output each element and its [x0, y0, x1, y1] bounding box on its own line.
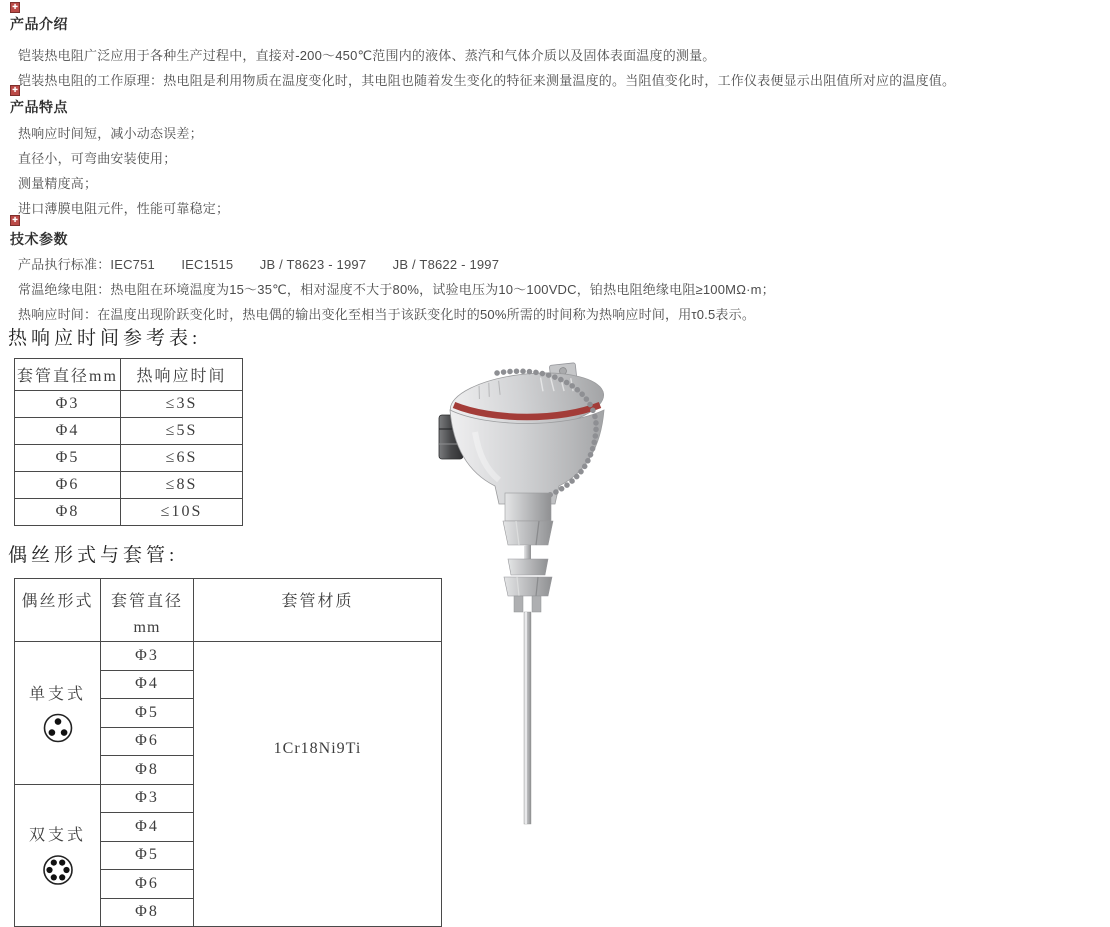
column-header-wire-form: 偶丝形式: [15, 579, 101, 642]
feature-item: 热响应时间短，减小动态误差；: [18, 126, 203, 141]
armored-rtd-probe-photo: [435, 368, 617, 838]
cell-diameter: Φ3: [101, 642, 194, 671]
collet-prong: [514, 596, 523, 612]
cell-diameter: Φ4: [101, 813, 194, 842]
feature-item: 直径小，可弯曲安装使用；: [18, 151, 177, 166]
compression-nut-lower: [504, 577, 552, 596]
thread-fitting: [503, 521, 553, 545]
column-header-diameter: 套管直径mm: [15, 359, 121, 391]
response-time-table: [14, 358, 243, 526]
intro-paragraph: 铠装热电阻广泛应用于各种生产过程中，直接对-200～450℃范围内的液体、蒸汽和气体介质以及固体表面温度的测量。: [18, 48, 716, 63]
diameter-unit-text: mm: [133, 619, 161, 636]
spec-line: 热响应时间：在温度出现阶跃变化时，热电偶的输出变化至相当于该跃变化时的50%所需的时间称为热响应时间，用τ0.5表示。: [18, 307, 756, 322]
cell-response-time: ≤3S: [121, 391, 243, 418]
neck: [505, 493, 551, 521]
table-row: [15, 445, 243, 472]
cell-diameter: Φ5: [101, 699, 194, 728]
wire-form-table: [14, 578, 442, 927]
cell-diameter: Φ8: [101, 898, 194, 927]
head-body: [450, 410, 604, 504]
wire-form-single-cell: [15, 642, 101, 785]
cell-response-time: ≤6S: [121, 445, 243, 472]
compression-nut-upper: [508, 559, 548, 575]
single-element-cross-section-icon: [41, 711, 75, 745]
cell-diameter: Φ6: [15, 472, 121, 499]
diameter-header-text: 套管直径: [110, 593, 183, 610]
cell-diameter: Φ4: [15, 418, 121, 445]
table-row: [15, 418, 243, 445]
column-header-material: 套管材质: [194, 579, 442, 642]
cell-diameter: Φ8: [101, 756, 194, 785]
table-row: [15, 642, 442, 671]
cell-diameter: Φ6: [101, 727, 194, 756]
spec-line: 常温绝缘电阻：热电阻在环境温度为15～35℃，相对湿度不大于80%，试验电压为10～100VDC，铂热电阻绝缘电阻≥100MΩ·m；: [18, 282, 775, 297]
table-header-row: [15, 579, 442, 642]
section-heading-specs: 技术参数: [10, 231, 68, 247]
cell-diameter: Φ8: [15, 499, 121, 526]
wire-table-caption: 偶丝形式与套管:: [8, 545, 179, 566]
wire-form-label: 双支式: [28, 827, 86, 845]
cell-diameter: Φ4: [101, 670, 194, 699]
column-header-response-time: 热响应时间: [121, 359, 243, 391]
cell-diameter: Φ6: [101, 870, 194, 899]
intro-paragraph: 铠装热电阻的工作原理：热电阻是利用物质在温度变化时，其电阻也随着发生变化的特征来测量温度的。当阻值变化时，工作仪表便显示出阻值所对应的温度值。: [18, 73, 956, 88]
cell-diameter: Φ3: [15, 391, 121, 418]
cell-response-time: ≤5S: [121, 418, 243, 445]
wire-form-double-cell: [15, 784, 101, 927]
double-element-cross-section-icon: [40, 852, 76, 888]
broken-image-icon: [10, 2, 20, 13]
cell-response-time: ≤10S: [121, 499, 243, 526]
collet-prong: [532, 596, 541, 612]
cell-diameter: Φ3: [101, 784, 194, 813]
feature-item: 测量精度高；: [18, 176, 98, 191]
table-row: [15, 472, 243, 499]
probe-stub: [524, 545, 531, 559]
feature-item: 进口薄膜电阻元件，性能可靠稳定；: [18, 201, 230, 216]
section-heading-intro: 产品介绍: [10, 16, 68, 32]
table-row: [15, 391, 243, 418]
material-cell: 1Cr18Ni9Ti: [194, 642, 442, 927]
cell-diameter: Φ5: [101, 841, 194, 870]
table-row: [15, 499, 243, 526]
table-header-row: [15, 359, 243, 391]
cell-diameter: Φ5: [15, 445, 121, 472]
spec-line: 产品执行标准：IEC751 IEC1515 JB / T8623 - 1997 JB / T8622 - 1997: [18, 257, 500, 272]
column-header-diameter: [101, 579, 194, 642]
cell-response-time: ≤8S: [121, 472, 243, 499]
section-heading-features: 产品特点: [10, 99, 68, 115]
response-table-caption: 热响应时间参考表:: [8, 328, 202, 349]
wire-form-label: 单支式: [28, 685, 86, 703]
